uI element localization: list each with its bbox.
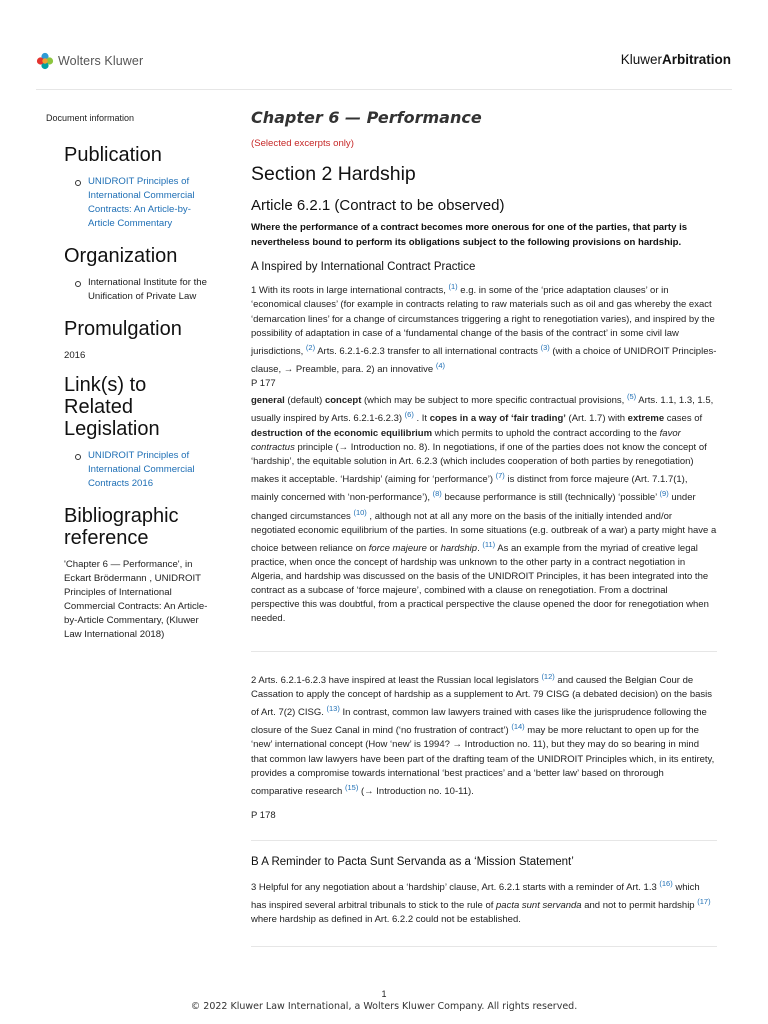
related-legislation-link[interactable]: UNIDROIT Principles of International Commercial Contracts 2016 bbox=[75, 449, 214, 491]
document-body bbox=[251, 106, 717, 947]
publication-link[interactable]: UNIDROIT Principles of International Commercial Contracts: An Article-by-Article Commentary bbox=[75, 175, 214, 231]
footnote-8[interactable]: (8) bbox=[432, 489, 442, 499]
footnote-3[interactable]: (3) bbox=[540, 342, 550, 352]
kluwer-arbitration-brand[interactable] bbox=[621, 52, 731, 67]
paragraph-2: 2 Arts. 6.2.1-6.2.3 have inspired at least the Russian local legislators $^{(12)}$ and caused the Belgian Cour de Cassation to apply the concept of hardship as a supplement to Art. 79 CISG (a debated decision) on the basis of Art. 7(2) CISG. $^{(13)}$ In contrast, common law lawyers trained with cases like the jurisprudence following the closure of the Suez Canal in mind (‘no frustration of contract’) $^{(14)}$ may be more reluctant to open up for the ‘new’ international concept (How ‘new’ is 1994? → Introduction no. 11), but they may do so bearing in mind that common law lawyers have been part of the drafting team of the UNIDROIT Principles which, in its entirety, provides a compromise towards international ‘best practices’ and a ‘better law’ based on throrough comparative research $^{(15)}$ (→ Introduction no. 10-11). bbox=[251, 671, 715, 797]
brand-regular: Kluwer bbox=[620, 52, 662, 67]
paragraph-3: 3 Helpful for any negotiation about a ‘hardship’ clause, Art. 6.2.1 starts with a reminder of Art. 1.3 $^{(16)}$ which has inspired several arbitral tribunals to stick to the rule of pacta sunt servanda and not to permit hardship $^{(17)}$ where hardship as defined in Art. 6.2.2 could not be established. bbox=[251, 878, 711, 926]
section-divider-2 bbox=[251, 840, 717, 841]
footnote-2[interactable]: (2) bbox=[305, 342, 316, 352]
page-header bbox=[0, 0, 768, 90]
footnote-6[interactable]: (6) bbox=[404, 410, 414, 420]
footnote-9[interactable]: (9) bbox=[659, 489, 669, 499]
footnote-7[interactable]: (7) bbox=[495, 471, 505, 480]
footnote-15[interactable]: (15) bbox=[344, 782, 359, 792]
article-title: Article 6.2.1 (Contract to be observed) bbox=[251, 197, 505, 214]
paragraph-1-continued: general (default) concept (which may be subject to more specific contractual provisions, $^{(5)}$ Arts. 1.1, 1.3, 1.5, usually inspired by Arts. 6.2.1-6.2.3) $^{(6)}$ . It copes in a way of ‘fair trading’ (Art. 1.7) with extreme cases of destruction of the economic equilibrium which permits to uphold the contract according to the favor contractus principle (→ Introduction no. 8). In negotiations, if one of the parties does not know the concept of ‘hardship’, the equitable solution in Art. 6.2.3 (which includes cooperation of both parties by renegotiation) makes it acceptable. ‘Hardship’ (aiming for ‘performance’) $^{(7)}$ is distinct from force majeure (Art. 7.1.7(1), mainly concerned with ‘non-performance’), $^{(8)}$ because performance is still (technically) ‘possible’ $^{(9)}$ under changed circumstances $^{(10)}$ , although not at all any more on the basis of the initially intended and/or negotiated economic equilibrium of the parties. In some situations (e.g. outbreak of a war) a party might have a choice between reliance on force majeure or hardship. $^{(11)}$ As an example from the myriad of creative legal practice, when once the concept of hardship was unknown to the other party in a contract negotiation in Algeria, and hardship was discussed on the basis of the UNIDROIT Principles, it has been integrated into the contract as a subcase of ‘force majeure’, combined with a clause on renegotiation. From a doctrinal perspective this was doubtful, from a practical perspective the clause opened the door for renegotiation when needed. bbox=[251, 392, 717, 625]
footnote-16[interactable]: (16) bbox=[659, 878, 673, 888]
bibliographic-reference-heading: Bibliographic reference bbox=[64, 505, 179, 550]
article-lead-text: Where the performance of a contract becomes more onerous for one of the parties, that party is nevertheless bound to perform its obligations subject to the following provisions on hardship. bbox=[251, 222, 688, 248]
organization-item: International Institute for the Unification of Private Law bbox=[75, 276, 214, 304]
footnote-14[interactable]: (14) bbox=[511, 722, 525, 732]
logo-text: Wolters Kluwer bbox=[58, 54, 144, 68]
footnote-17[interactable]: (17) bbox=[697, 897, 711, 907]
footnote-12[interactable]: (12) bbox=[541, 671, 555, 681]
footnote-10[interactable]: (10) bbox=[353, 507, 367, 517]
excerpt-note: (Selected excerpts only) bbox=[251, 138, 354, 149]
bibliographic-reference-text: 'Chapter 6 — Performance', in Eckart Brödermann , UNIDROIT Principles of International Commercial Contracts: An Article-by-Article Commentary, (Kluwer Law International 2018) bbox=[64, 559, 208, 640]
promulgation-value: 2016 bbox=[64, 350, 86, 362]
chapter-title: Chapter 6 — Performance bbox=[251, 108, 482, 127]
section-divider bbox=[251, 651, 717, 652]
brand-bold: Arbitration bbox=[662, 52, 731, 67]
publication-heading: Publication bbox=[64, 144, 162, 166]
related-legislation-heading: Link(s) to Related Legislation bbox=[64, 374, 160, 441]
section-title: Section 2 Hardship bbox=[251, 163, 416, 185]
copyright-notice: © 2022 Kluwer Law International, a Wolters Kluwer Company. All rights reserved. bbox=[190, 1001, 578, 1012]
subheading-a: A Inspired by International Contract Practice bbox=[251, 261, 476, 274]
wolters-kluwer-logo-icon bbox=[36, 52, 54, 70]
footnote-13[interactable]: (13) bbox=[326, 703, 340, 713]
header-divider bbox=[36, 89, 732, 90]
footnote-4[interactable]: (4) bbox=[435, 360, 445, 370]
wolters-kluwer-logo[interactable] bbox=[36, 52, 143, 70]
organization-heading: Organization bbox=[64, 244, 178, 267]
page-marker-178: P 178 bbox=[251, 809, 276, 821]
paragraph-1: 1 With its roots in large international contracts, $^{(1)}$ e.g. in some of the ‘price adaptation clauses’ or in ‘economical clauses’ (for example in contracts relating to raw materials such as oil and gas whereby the exact ‘demarcation lines’ for a change of circumstances triggering a right to renegotiation varies), and inspired by the possibility of adaptation in case of a ‘fundamental change of the basis of the contract’ in some civil law jurisdictions, $^{(2)}$ Arts. 6.2.1-6.2.3 transfer to all international contracts $^{(3)}$ (with a choice of UNIDROIT Principles-clause, → Preamble, para. 2) an innovative $^{(4)}$ bbox=[251, 282, 717, 376]
page-marker-177: P 177 bbox=[251, 378, 276, 390]
page-number: 1 bbox=[381, 989, 387, 999]
promulgation-heading: Promulgation bbox=[64, 318, 182, 341]
section-divider-3 bbox=[251, 946, 717, 947]
footnote-11[interactable]: (11) bbox=[482, 539, 496, 549]
subheading-b: B A Reminder to Pacta Sunt Servanda as a ‘Mission Statement’ bbox=[251, 855, 574, 868]
footnote-5[interactable]: (5) bbox=[626, 392, 637, 402]
footnote-1[interactable]: (1) bbox=[448, 282, 458, 292]
document-info-sidebar bbox=[46, 113, 214, 642]
document-information-label: Document information bbox=[46, 113, 135, 123]
